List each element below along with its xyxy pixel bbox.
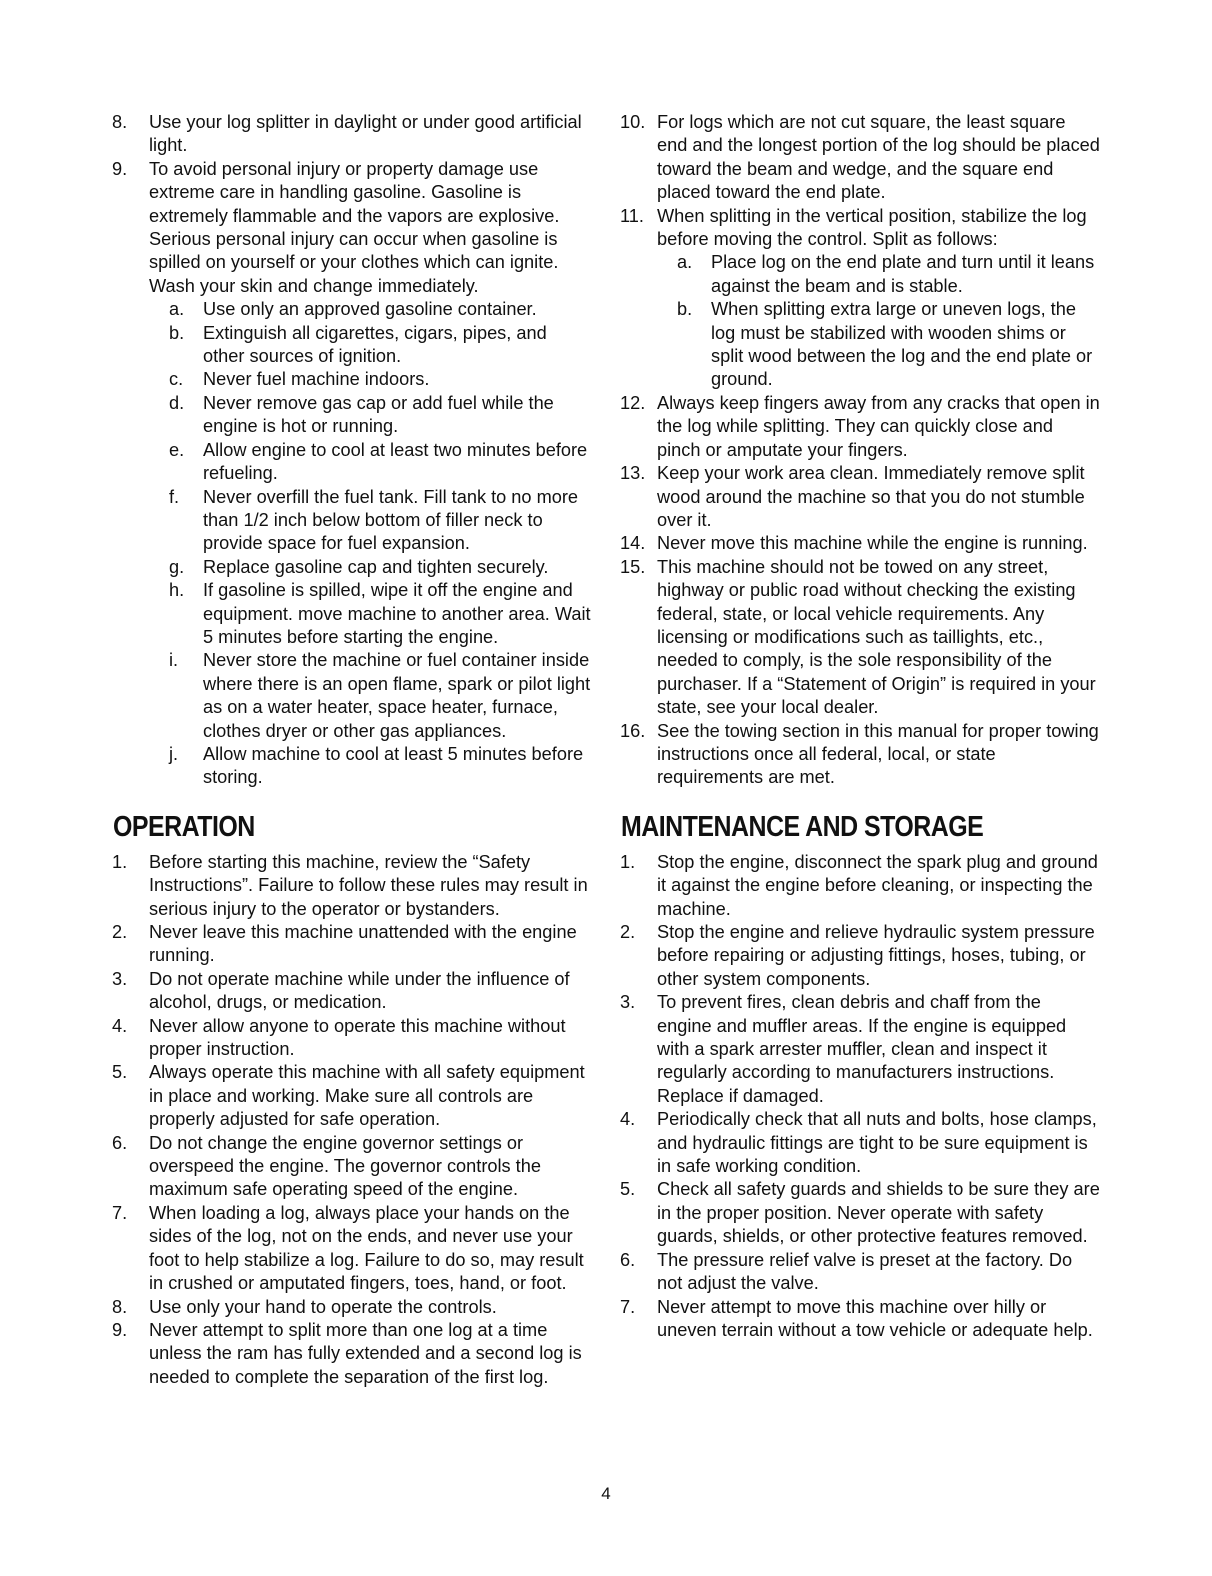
list-item: 6. The pressure relief valve is preset at the factory. Do not adjust the valve. xyxy=(620,1249,1073,1294)
list-item: 8. Use only your hand to operate the controls. xyxy=(112,1296,497,1317)
list-subitem: c. Never fuel machine indoors. xyxy=(169,369,430,390)
page-number: 4 xyxy=(601,1484,611,1503)
list-item: 7. Never attempt to move this machine over hilly or uneven terrain without a tow vehicle or adequate help. xyxy=(620,1296,1093,1340)
list-item: 2. Stop the engine and relieve hydraulic system pressure before repairing or adjusting fittings, hoses, tubing, or other system components. xyxy=(620,922,1095,989)
list-item: 1. Stop the engine, disconnect the spark plug and ground it against the engine before cleaning, or inspecting the machine. xyxy=(620,851,1098,919)
list-item: 8. Use your log splitter in daylight or under good artificial light. xyxy=(112,112,582,156)
list-item: 2. Never leave this machine unattended with the engine running. xyxy=(112,922,577,966)
vertical-split-sublist xyxy=(620,251,1100,391)
list-subitem: e. Allow engine to cool at least two minutes before refueling. xyxy=(169,439,588,484)
list-subitem: b. When splitting extra large or uneven logs, the log must be stabilized with wooden shims or split wood between the log and the end plate or ground. xyxy=(677,299,1093,390)
list-item: 3. Do not operate machine while under the influence of alcohol, drugs, or medication. xyxy=(112,968,570,1013)
list-subitem: f. Never overfill the fuel tank. Fill tank to no more than 1/2 inch below bottom of filler neck to provide space for fuel expansion. xyxy=(169,486,579,554)
list-subitem: a. Place log on the end plate and turn until it leans against the beam and is stable. xyxy=(677,252,1095,296)
list-item: 6. Do not change the engine governor settings or overspeed the engine. The governor controls the maximum safe operating speed of the engine. xyxy=(112,1132,541,1200)
right-column xyxy=(620,111,1100,1342)
operation-list xyxy=(112,851,592,1389)
left-column xyxy=(112,111,592,1389)
list-item: 7. When loading a log, always place your hands on the sides of the log, not on the ends, and never use your foot to help stabilize a log. Failure to do so, may result in crushed or amputated fingers, toes, hand, or foot. xyxy=(112,1202,584,1294)
list-item: 5. Always operate this machine with all safety equipment in place and working. Make sure all controls are properly adjusted for safe operation. xyxy=(112,1062,585,1130)
list-subitem: a. Use only an approved gasoline container. xyxy=(169,299,537,320)
list-item: 12. Always keep fingers away from any cracks that open in the log while splitting. They can quickly close and pinch or amputate your fingers. xyxy=(620,392,1100,460)
list-item: 3. To prevent fires, clean debris and chaff from the engine and muffler areas. If the engine is equipped with a spark arrester muffler, clean and inspect it regularly according to manufacturers instructions. Replace if damaged. xyxy=(620,992,1067,1106)
list-subitem: d. Never remove gas cap or add fuel while the engine is hot or running. xyxy=(169,392,554,437)
list-item: 9. Never attempt to split more than one log at a time unless the ram has fully extended and a second log is needed to complete the separation of the first log. xyxy=(112,1319,582,1387)
list-item: 11. When splitting in the vertical position, stabilize the log before moving the control. Split as follows: xyxy=(620,205,1087,250)
maintenance-heading: MAINTENANCE AND STORAGE xyxy=(621,810,984,843)
safety-list xyxy=(112,111,592,298)
list-item: 14. Never move this machine while the engine is running. xyxy=(620,533,1088,554)
list-subitem: j. Allow machine to cool at least 5 minutes before storing. xyxy=(169,743,584,788)
list-subitem: b. Extinguish all cigarettes, cigars, pipes, and other sources of ignition. xyxy=(169,322,547,367)
list-item: 15. This machine should not be towed on any street, highway or public road without checking the existing federal, state, or local vehicle requirements. Any licensing or modifications such as taillights, etc., needed to comply, is the sole responsibility of the purchaser. If a “Statement of Origin” is required in your state, see your local dealer. xyxy=(620,556,1096,718)
safety-list-continued xyxy=(620,111,1100,251)
list-item: 9. To avoid personal injury or property damage use extreme care in handling gasoline. Gasoline is extremely flammable and the vapors are explosive. Serious personal injury can occur when gasoline is spilled on yourself or your clothes which can ignite. Wash your skin and change immediately. xyxy=(112,158,560,296)
list-subitem: h. If gasoline is spilled, wipe it off the engine and equipment. move machine to another area. Wait 5 minutes before starting the engine. xyxy=(169,580,591,647)
list-subitem: i. Never store the machine or fuel container inside where there is an open flame, spark or pilot light as on a water heater, space heater, furnace, clothes dryer or other gas appliances. xyxy=(169,650,591,741)
list-item: 4. Never allow anyone to operate this machine without proper instruction. xyxy=(112,1015,566,1060)
list-item: 10. For logs which are not cut square, the least square end and the longest portion of the log should be placed toward the beam and wedge, and the square end placed toward the end plate. xyxy=(620,112,1100,203)
list-item: 16. See the towing section in this manual for proper towing instructions once all federal, local, or state requirements are met. xyxy=(620,720,1099,788)
gasoline-sublist xyxy=(112,298,592,790)
operation-heading: OPERATION xyxy=(113,810,255,843)
safety-list-later xyxy=(620,392,1100,790)
maintenance-list xyxy=(620,851,1100,1343)
list-item: 5. Check all safety guards and shields to be sure they are in the proper position. Never operate with safety guards, shields, or other protective features removed. xyxy=(620,1179,1100,1247)
list-item: 13. Keep your work area clean. Immediately remove split wood around the machine so that you do not stumble over it. xyxy=(620,463,1085,530)
list-subitem: g. Replace gasoline cap and tighten securely. xyxy=(169,556,549,577)
list-item: 1. Before starting this machine, review the “Safety Instructions”. Failure to follow these rules may result in serious injury to the operator or bystanders. xyxy=(112,851,588,919)
list-item: 4. Periodically check that all nuts and bolts, hose clamps, and hydraulic fittings are tight to be sure equipment is in safe working condition. xyxy=(620,1109,1097,1177)
